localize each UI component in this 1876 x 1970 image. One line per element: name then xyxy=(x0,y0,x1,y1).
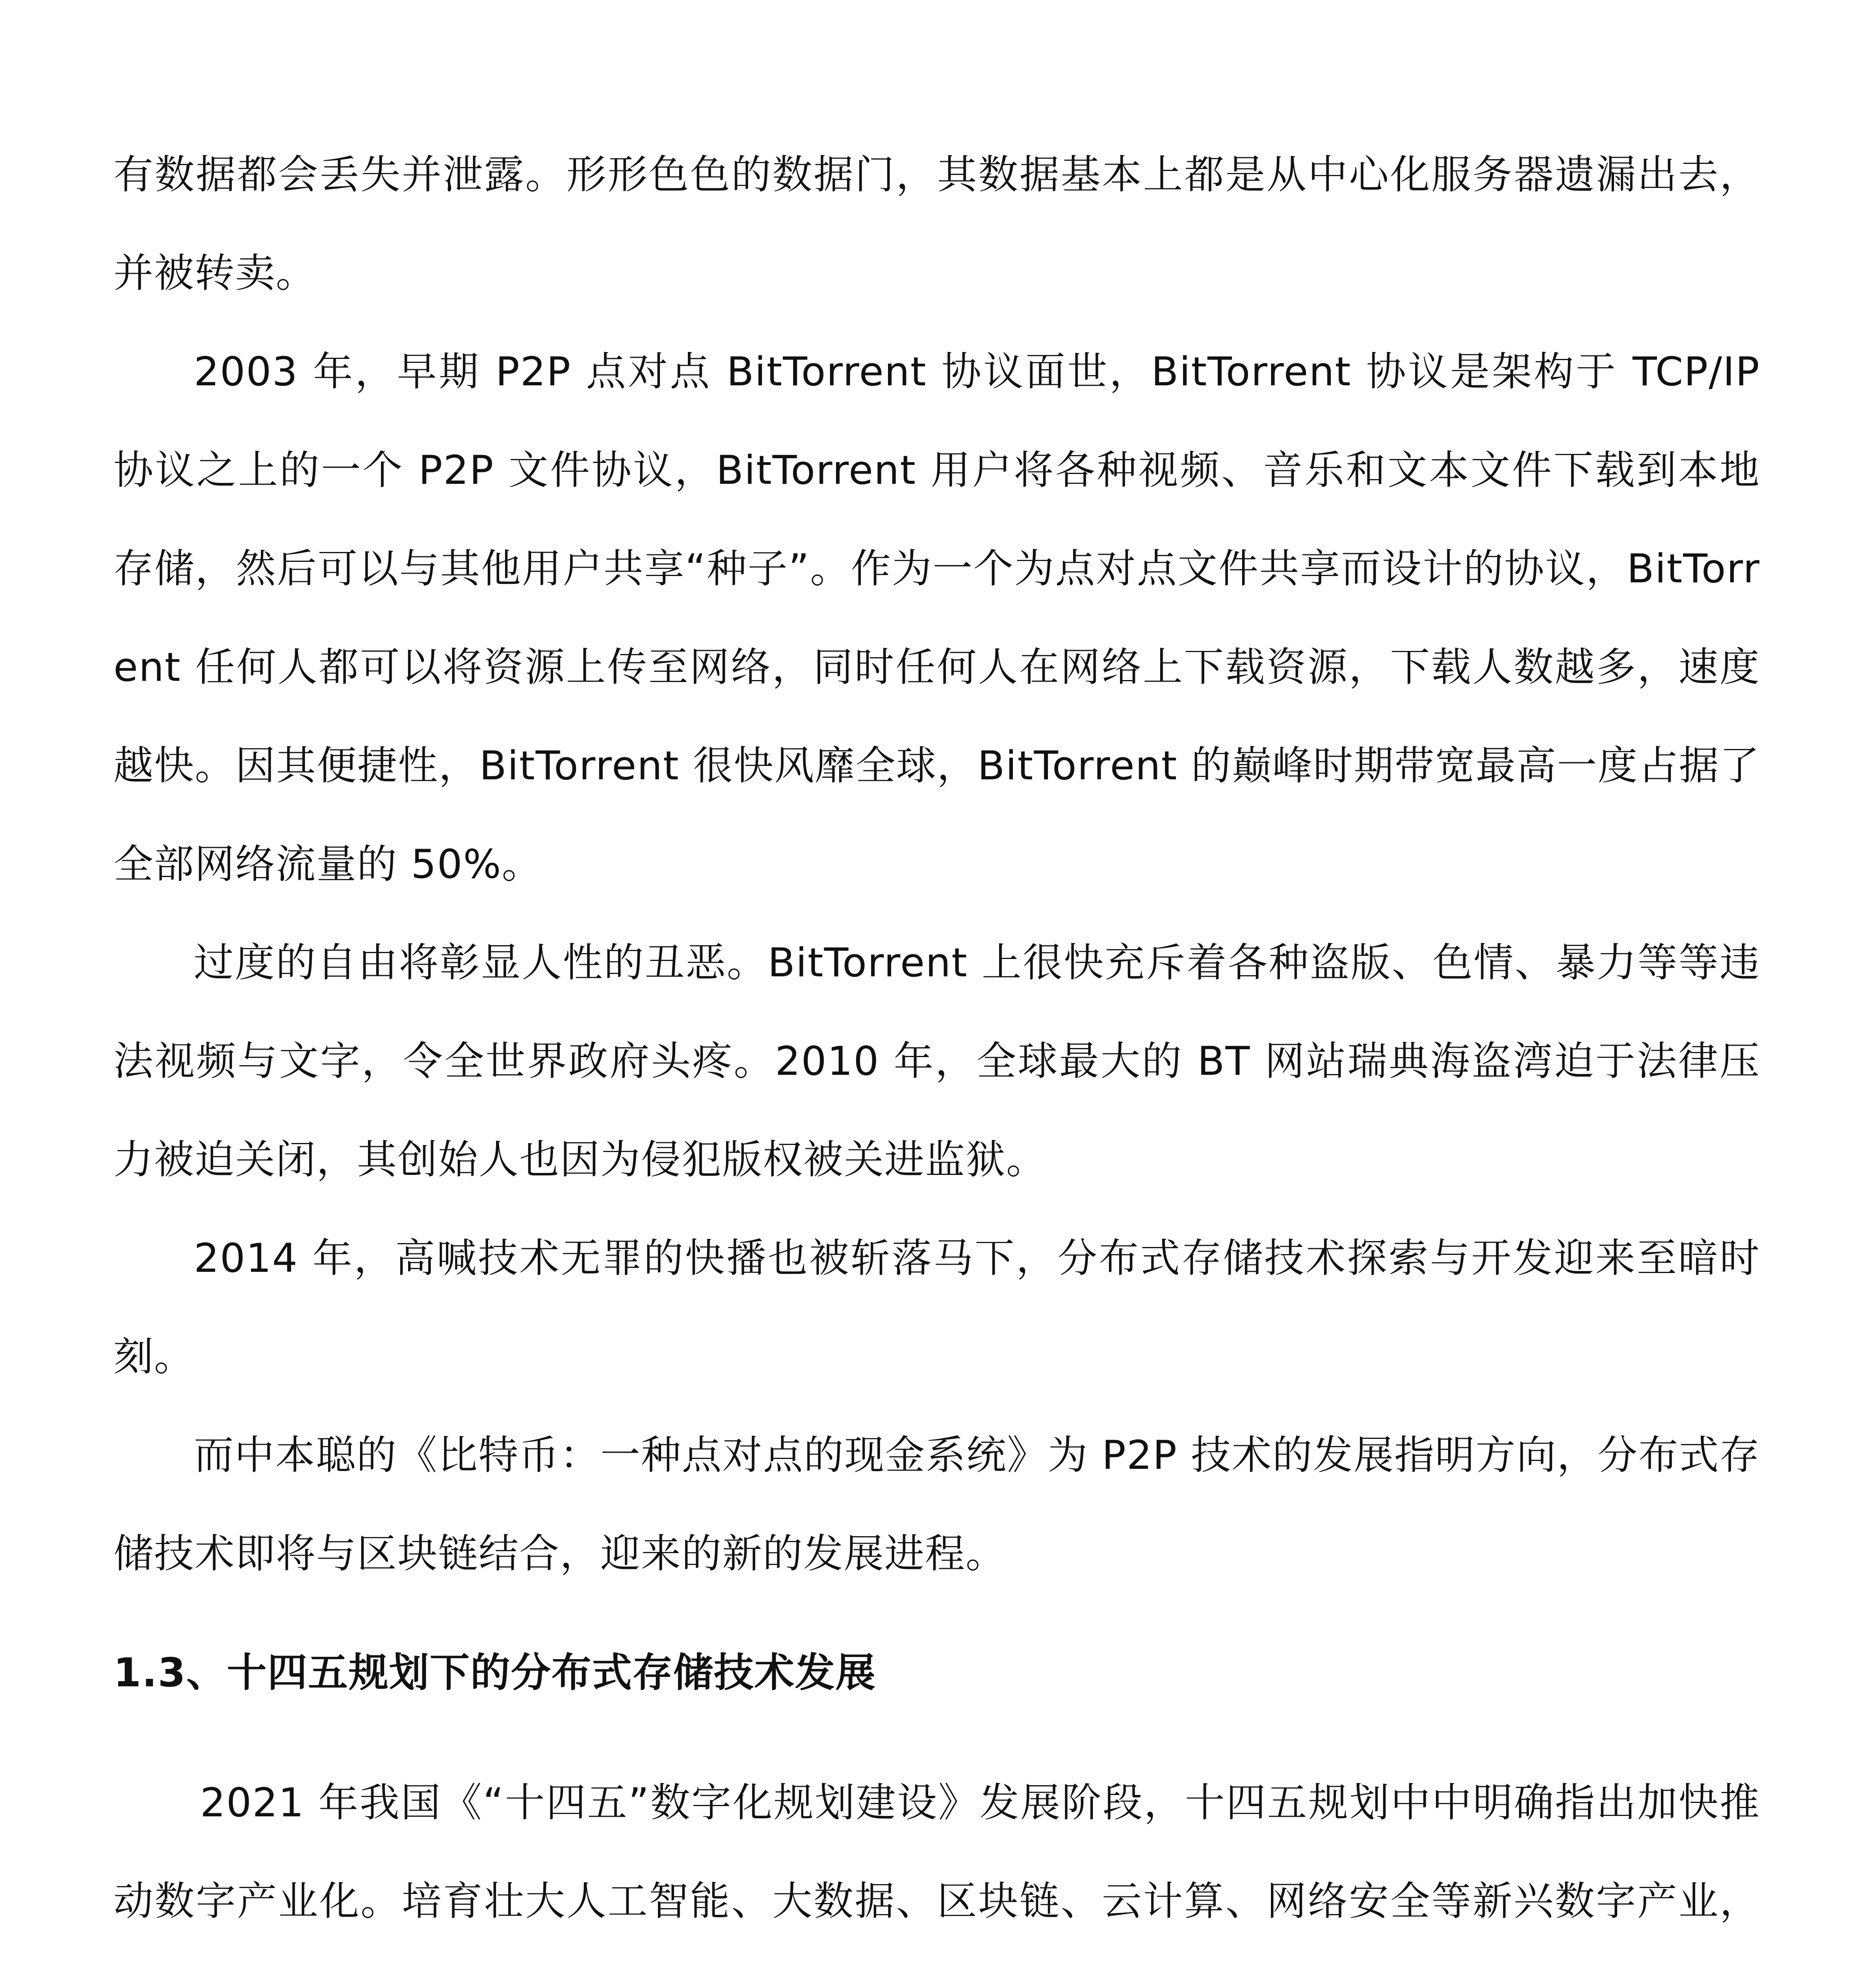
paragraph-bittorrent-history: 2003 年，早期 P2P 点对点 BitTorrent 协议面世，BitTorrent 协议是架构于 TCP/IP 协议之上的一个 P2P 文件协议，BitTorrent 用户将各种视频、音乐和文本文件下载到本地存储，然后可以与其他用户共享“种子”。作为一个为点对点文件共享而设计的协议，BitTorrent 任何人都可以将资源上传至网络，同时任何人在网络上下载资源，下载人数越多，速度越快。因其便捷性，BitTorrent 很快风靡全球，BitTorrent 的巅峰时期带宽最高一度占据了全部网络流量的 50%。 xyxy=(113,348,1760,887)
paragraph-fourteenth-five-year-plan: 2021 年我国《“十四五”数字化规划建设》发展阶段，十四五规划中中明确指出加快推动数字产业化。培育壮大人工智能、大数据、区块链、云计算、网络安全等新兴数字产业， xyxy=(113,1779,1760,1924)
document-content xyxy=(113,125,1760,1970)
paragraph-data-leak-continuation: 有数据都会丢失并泄露。形形色色的数据门，其数据基本上都是从中心化服务器遗漏出去，并被转卖。 xyxy=(113,151,1760,296)
paragraph-bittorrent-abuse: 过度的自由将彰显人性的丑恶。BitTorrent 上很快充斥着各种盗版、色情、暴力等等违法视频与文字，令全世界政府头疼。2010 年，全球最大的 BT 网站瑞典海盗湾迫于法律压力被迫关闭，其创始人也因为侵犯版权被关进监狱。 xyxy=(113,939,1760,1183)
paragraph-2014-dark-moment: 2014 年，高喊技术无罪的快播也被斩落马下，分布式存储技术探索与开发迎来至暗时刻。 xyxy=(113,1235,1760,1380)
section-heading: 1.3、十四五规划下的分布式存储技术发展 xyxy=(113,1649,876,1696)
paragraph-bitcoin-direction: 而中本聪的《比特币：一种点对点的现金系统》为 P2P 技术的发展指明方向，分布式存储技术即将与区块链结合，迎来的新的发展进程。 xyxy=(113,1432,1760,1577)
